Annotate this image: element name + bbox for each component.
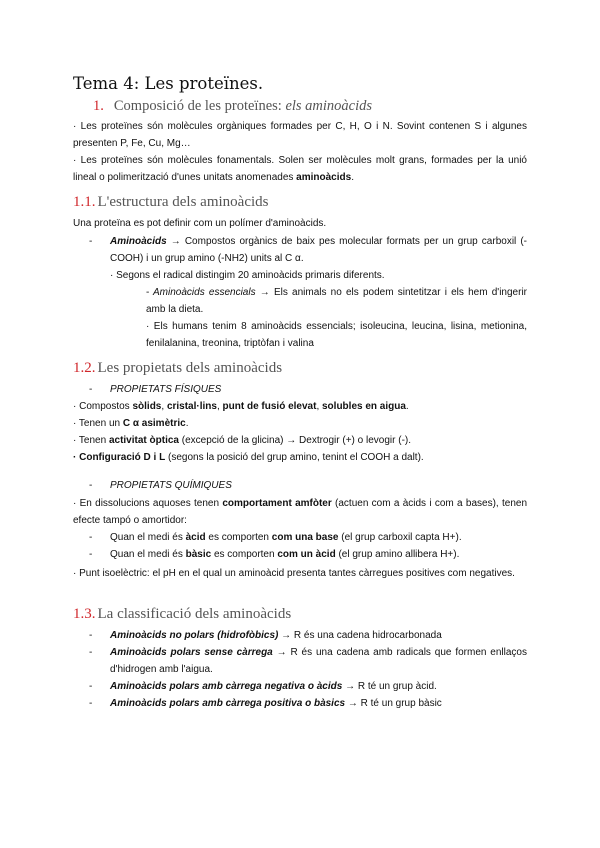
essential-aminoacids-definition bbox=[146, 284, 527, 318]
class-polar-negative bbox=[110, 678, 437, 695]
f1e: , bbox=[216, 401, 223, 412]
q3e: (el grup amino allibera H+). bbox=[335, 549, 460, 560]
aminoacids-definition bbox=[110, 233, 527, 267]
section-1-3-number: 1.3. bbox=[73, 606, 96, 622]
section-1-number: 1. bbox=[93, 98, 104, 114]
physical-dash: - bbox=[89, 384, 93, 395]
section-1-1-heading bbox=[73, 194, 268, 211]
f2a: · Tenen un bbox=[73, 418, 123, 429]
chemical-properties-label: PROPIETATS QUÍMIQUES bbox=[110, 480, 232, 491]
section-1-paragraph-2 bbox=[73, 152, 527, 186]
section-1-heading-main: Composició de les proteïnes: bbox=[113, 98, 286, 114]
c1b: → R és una cadena hidrocarbonada bbox=[278, 630, 442, 641]
class-polar-positive bbox=[110, 695, 442, 712]
section-1-3-heading-text: La classificació dels aminoàcids bbox=[97, 606, 292, 622]
section-1-heading-italic: els aminoàcids bbox=[285, 98, 373, 114]
q2c: es comporten bbox=[205, 532, 272, 543]
physical-property-1 bbox=[73, 398, 409, 415]
c2a: Aminoàcids polars sense càrrega bbox=[110, 647, 273, 658]
basic-medium bbox=[110, 546, 459, 563]
f1c: , bbox=[161, 401, 167, 412]
q3a: Quan el medi és bbox=[110, 549, 186, 560]
q2b: àcid bbox=[185, 532, 206, 543]
f1f: punt de fusió elevat bbox=[222, 401, 317, 412]
sub-bullet-dash: - bbox=[146, 287, 150, 298]
essential-aminoacids-list: · Els humans tenim 8 aminoàcids essencials; isoleucina, leucina, lisina, metionina, fenilalanina, treonina, triptòfan i valina bbox=[146, 321, 527, 349]
c1a: Aminoàcids no polars (hidrofòbics) bbox=[110, 630, 279, 641]
p2-text: · Les proteïnes són molècules fonamentals. Solen ser molècules molt grans, formades per la unió lineal o polimerització d'unes unitats anomenades bbox=[73, 155, 527, 183]
f4b: (segons la posició del grup amino, tenint el COOH a dalt). bbox=[165, 452, 424, 463]
q3c: es comporten bbox=[211, 549, 278, 560]
f1d: cristal·lins bbox=[166, 401, 217, 412]
section-1-3-heading bbox=[73, 606, 291, 623]
section-1-2-heading-text: Les propietats dels aminoàcids bbox=[97, 360, 283, 376]
essential-term: Aminoàcids essencials bbox=[153, 287, 256, 298]
section-1-heading bbox=[93, 98, 372, 115]
chemical-dash: - bbox=[89, 480, 93, 491]
section-1-2-heading bbox=[73, 360, 282, 377]
section-1-1-heading-text: L'estructura dels aminoàcids bbox=[97, 194, 269, 210]
physical-property-3 bbox=[73, 432, 411, 449]
q2e: (el grup carboxil capta H+). bbox=[338, 532, 462, 543]
physical-property-2 bbox=[73, 415, 188, 432]
f1h: solubles en aigua bbox=[322, 401, 406, 412]
isoelectric-point: · Punt isoelèctric: el pH en el qual un aminoàcid presenta tantes càrregues positives com negatives. bbox=[73, 568, 515, 579]
f1i: . bbox=[405, 401, 409, 412]
f3c: (excepció de la glicina) → Dextrogir (+) o levogir (-). bbox=[178, 435, 412, 446]
chemical-property-1 bbox=[73, 495, 527, 529]
aminoacids-text: → Compostos orgànics de baix pes molecular formats per un grup carboxil (-COOH) i un grup amino (-NH2) units al C α. bbox=[110, 236, 527, 264]
q1c: (actuen com a àcids i com a bases), tenen efecte tampó o amortidor: bbox=[73, 498, 528, 526]
class-4-dash: - bbox=[89, 698, 93, 709]
section-1-paragraph-1: · Les proteïnes són molècules orgàniques formades per C, H, O i N. Sovint contenen S i algunes presenten P, Fe, Cu, Mg… bbox=[73, 121, 527, 149]
f3b: activitat òptica bbox=[108, 435, 179, 446]
class-polar-uncharged bbox=[110, 644, 527, 678]
class-1-dash: - bbox=[89, 630, 93, 641]
q2d: com una base bbox=[271, 532, 339, 543]
f1a: · Compostos bbox=[73, 401, 133, 412]
c3b: → R té un grup àcid. bbox=[342, 681, 437, 692]
f2c: . bbox=[185, 418, 189, 429]
radical-note: · Segons el radical distingim 20 aminoàcids primaris diferents. bbox=[110, 270, 385, 281]
q2a: Quan el medi és bbox=[110, 532, 186, 543]
q1b: comportament amfòter bbox=[222, 498, 332, 509]
c3a: Aminoàcids polars amb càrrega negativa o àcids bbox=[110, 681, 343, 692]
q3b: bàsic bbox=[185, 549, 212, 560]
physical-property-4 bbox=[73, 449, 424, 466]
p2-end: . bbox=[351, 172, 354, 183]
basic-dash: - bbox=[89, 549, 93, 560]
section-1-1-number: 1.1. bbox=[73, 194, 96, 210]
c4b: → R té un grup bàsic bbox=[345, 698, 442, 709]
essential-text: → Els animals no els podem sintetitzar i els hem d'ingerir amb la dieta. bbox=[146, 287, 527, 315]
acid-dash: - bbox=[89, 532, 93, 543]
section-1-2-number: 1.2. bbox=[73, 360, 96, 376]
physical-properties-label: PROPIETATS FÍSIQUES bbox=[110, 384, 222, 395]
f3a: · Tenen bbox=[73, 435, 109, 446]
q1a: · En dissolucions aquoses tenen bbox=[73, 498, 223, 509]
p2-bold: aminoàcids bbox=[296, 172, 352, 183]
f2b: C α asimètric bbox=[122, 418, 186, 429]
f1b: sòlids bbox=[132, 401, 162, 412]
f4a: · Configuració D i L bbox=[73, 452, 166, 463]
page-title: Tema 4: Les proteïnes. bbox=[73, 74, 264, 93]
acid-medium bbox=[110, 529, 462, 546]
c2b: → R és una cadena amb radicals que formen enllaços d'hidrogen amb l'aigua. bbox=[110, 647, 527, 675]
q3d: com un àcid bbox=[277, 549, 336, 560]
f1g: , bbox=[316, 401, 322, 412]
c4a: Aminoàcids polars amb càrrega positiva o bàsics bbox=[110, 698, 346, 709]
class-nonpolar bbox=[110, 627, 442, 644]
aminoacids-term: Aminoàcids bbox=[110, 236, 167, 247]
class-3-dash: - bbox=[89, 681, 93, 692]
class-2-dash: - bbox=[89, 647, 93, 658]
bullet-dash: - bbox=[89, 236, 93, 247]
section-1-1-intro: Una proteïna es pot definir com un polímer d'aminoàcids. bbox=[73, 218, 327, 229]
